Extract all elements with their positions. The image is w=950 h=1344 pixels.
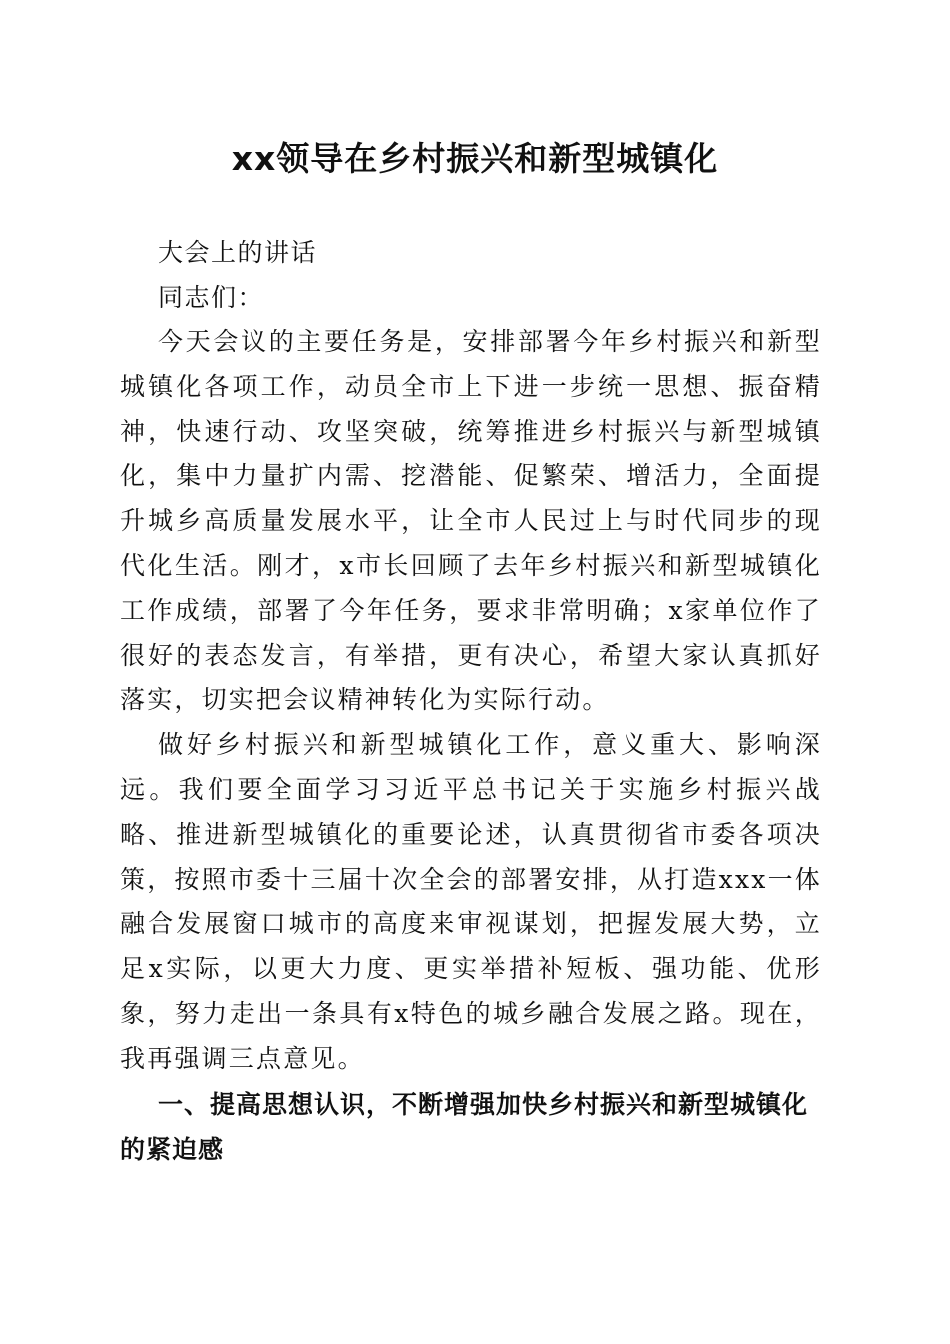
paragraph-opening: 今天会议的主要任务是，安排部署今年乡村振兴和新型城镇化各项工作，动员全市上下进一步统一思想、振奋精神，快速行动、攻坚突破，统筹推进乡村振兴与新型城镇化，集中力量扩内需、挖潜能、促繁荣、增活力，全面提升城乡高质量发展水平，让全市人民过上与时代同步的现代化生活。刚才，x市长回顾了去年乡村振兴和新型城镇化工作成绩，部署了今年任务，要求非常明确；x家单位作了很好的表态发言，有举措，更有决心，希望大家认真抓好落实，切实把会议精神转化为实际行动。	[120, 327, 822, 715]
section-heading-1: 一、提高思想认识，不断增强加快乡村振兴和新型城镇化的紧迫感	[120, 1089, 809, 1164]
document-title: xx领导在乡村振兴和新型城镇化	[231, 139, 719, 178]
document-body	[120, 230, 822, 1172]
paragraph-significance: 做好乡村振兴和新型城镇化工作，意义重大、影响深远。我们要全面学习习近平总书记关于实施乡村振兴战略、推进新型城镇化的重要论述，认真贯彻省市委各项决策，按照市委十三届十次全会的部署安排，从打造xxx一体融合发展窗口城市的高度来审视谋划，把握发展大势，立足x实际，以更大力度、更实举措补短板、强功能、优形象，努力走出一条具有x特色的城乡融合发展之路。现在，我再强调三点意见。	[120, 730, 822, 1073]
subtitle-line: 大会上的讲话	[158, 238, 318, 267]
salutation: 同志们：	[158, 283, 265, 312]
